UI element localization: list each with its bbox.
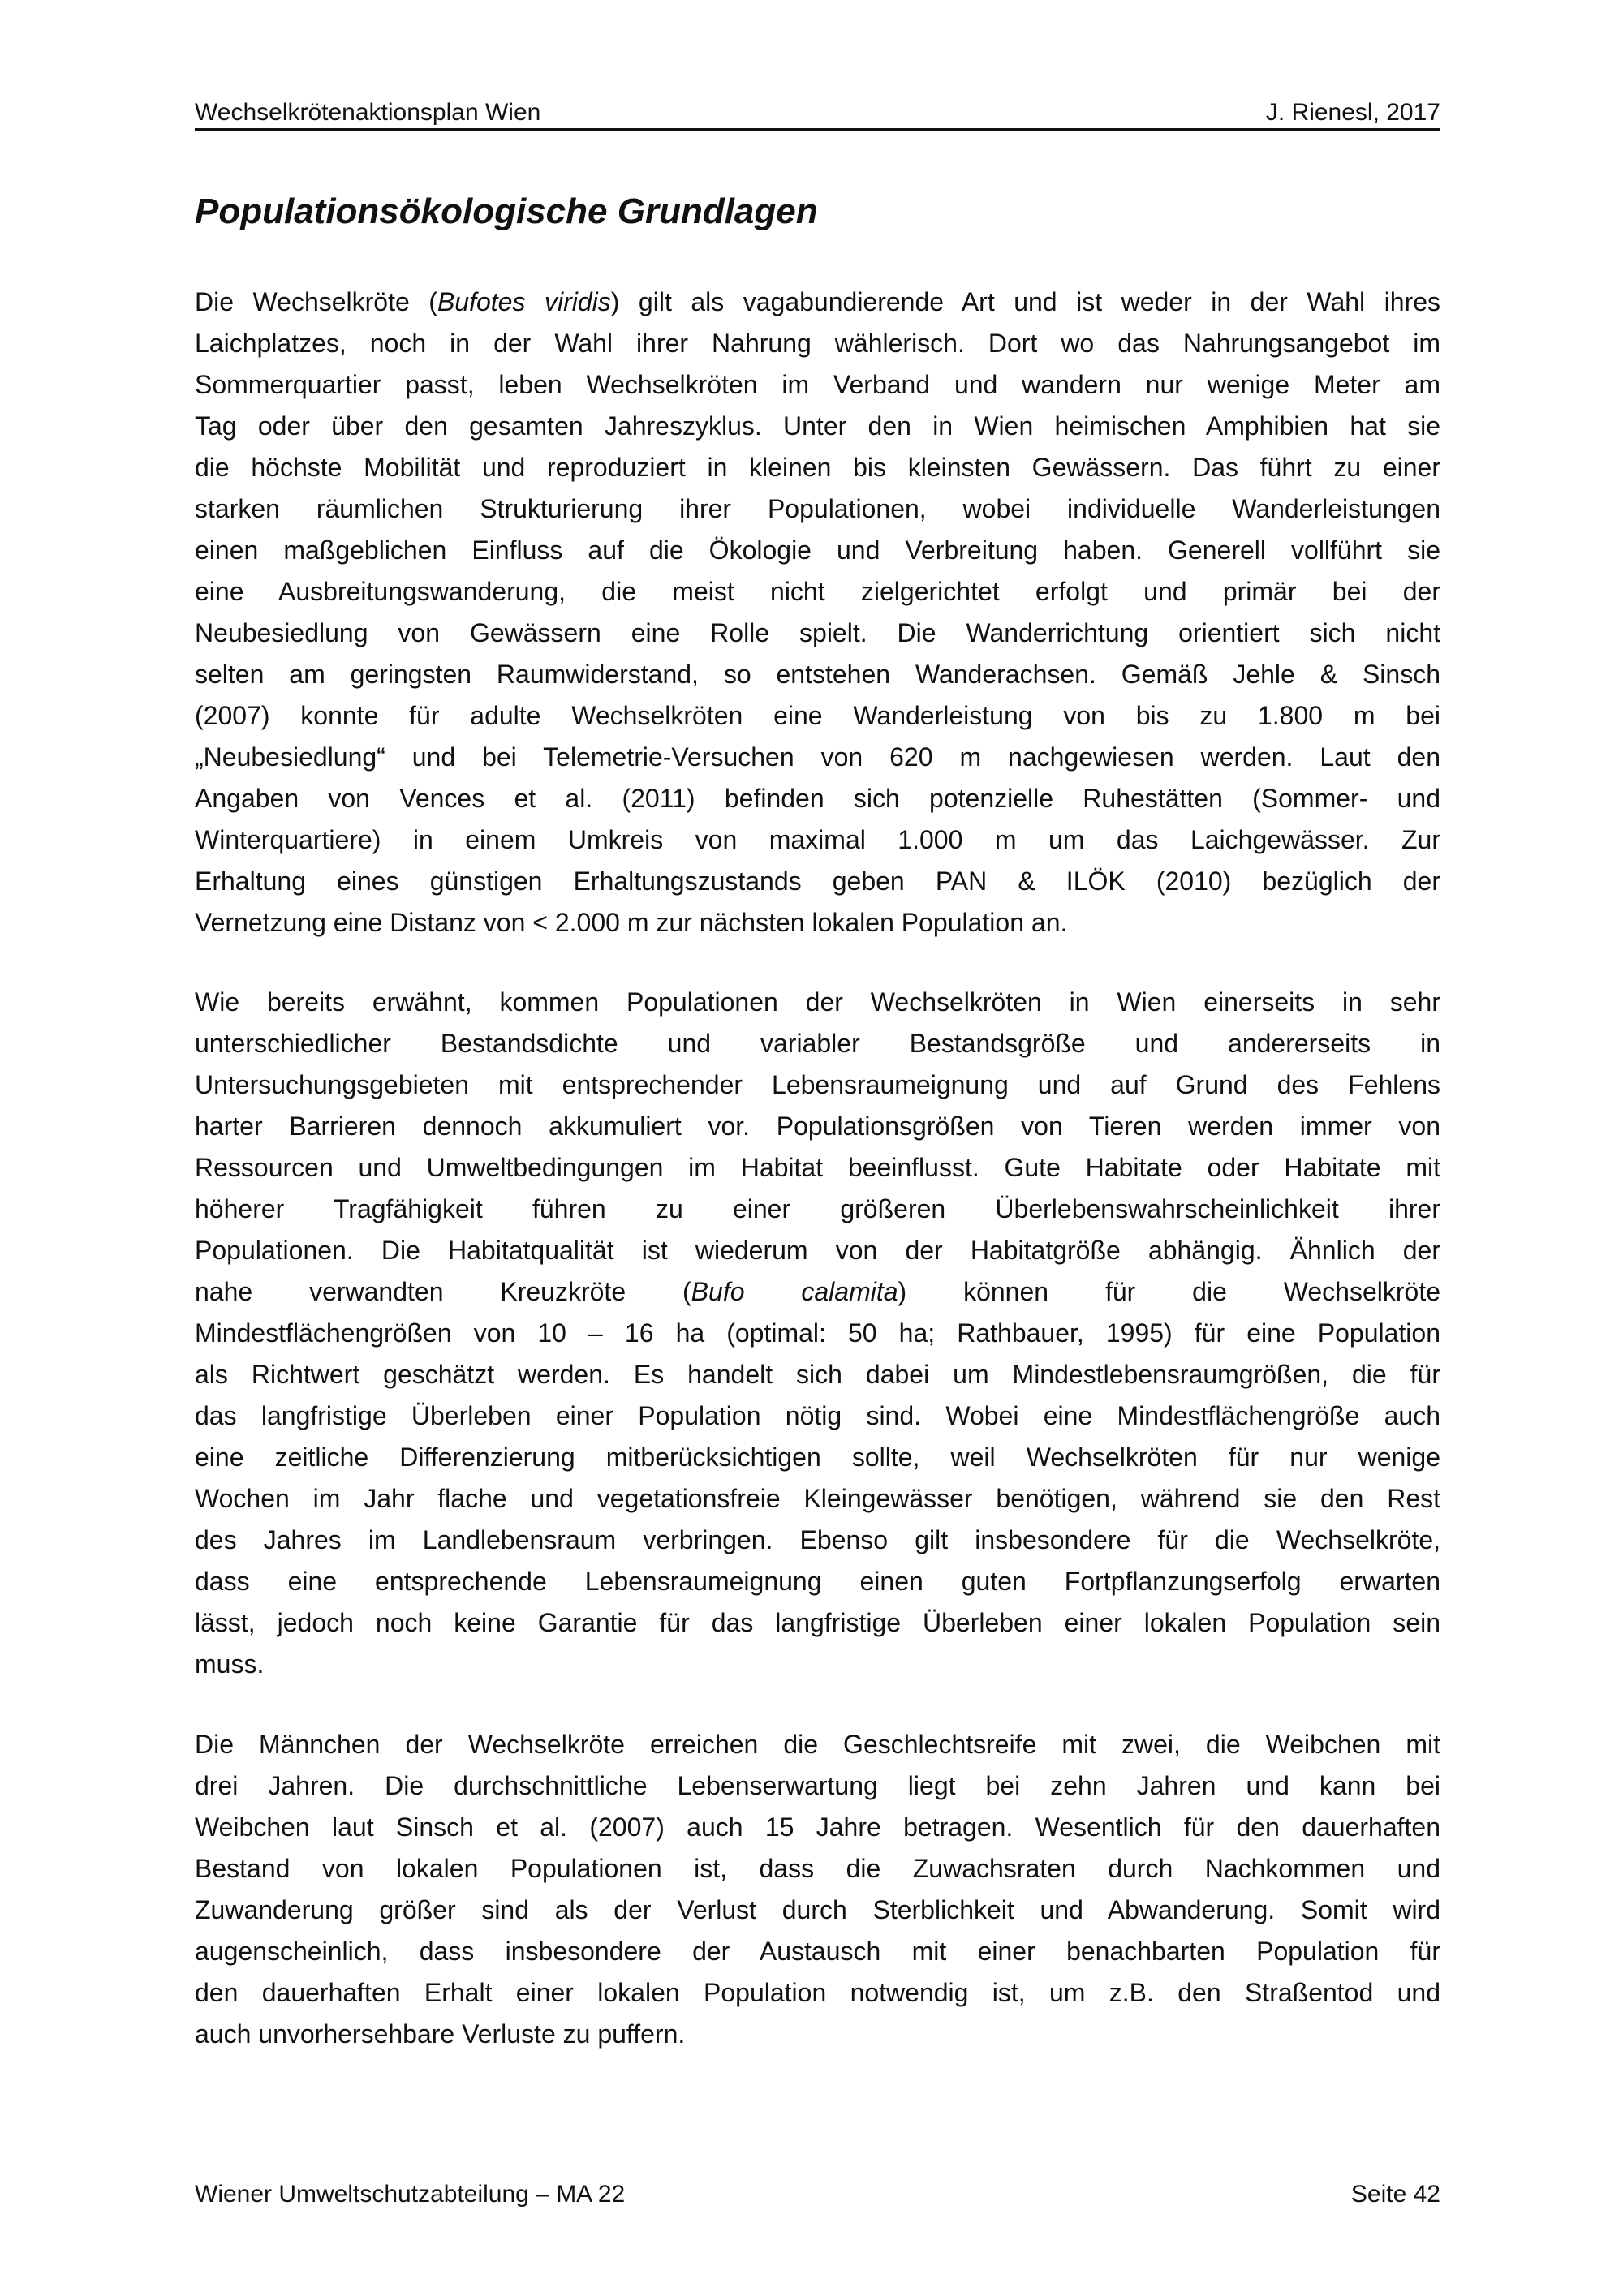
text-line [195,1313,1440,1354]
text-segment: des Jahres im Landlebensraum verbringen. Ebenso gilt insbesondere für die Wechselkröte, [195,1525,1440,1554]
text-line [195,902,1440,944]
text-line [195,1561,1440,1602]
text-segment: die höchste Mobilität und reproduziert in kleinen bis kleinsten Gewässern. Das führt zu einer [195,453,1440,482]
text-segment: Mindestflächengrößen von 10 – 16 ha (optimal: 50 ha; Rathbauer, 1995) für eine Population [195,1318,1440,1348]
text-segment: den dauerhaften Erhalt einer lokalen Population notwendig ist, um z.B. den Straßentod und [195,1978,1440,2007]
text-segment: Neubesiedlung von Gewässern eine Rolle spielt. Die Wanderrichtung orientiert sich nicht [195,618,1440,647]
text-segment: höherer Tragfähigkeit führen zu einer größeren Überlebenswahrscheinlichkeit ihrer [195,1194,1440,1223]
text-segment: ) können für die Wechselkröte [898,1277,1441,1306]
text-segment: Angaben von Vences et al. (2011) befinden sich potenzielle Ruhestätten (Sommer- und [195,784,1440,813]
text-segment: ) gilt als vagabundierende Art und ist weder in der Wahl ihres [610,287,1441,316]
text-segment: als Richtwert geschätzt werden. Es handelt sich dabei um Mindestlebensraumgrößen, die für [195,1360,1440,1389]
text-line [195,447,1440,488]
text-line [195,1437,1440,1478]
text-segment: dass eine entsprechende Lebensraumeignung einen guten Fortpflanzungserfolg erwarten [195,1567,1440,1596]
text-segment: unterschiedlicher Bestandsdichte und variabler Bestandsgröße und andererseits in [195,1029,1440,1058]
text-line [195,1023,1440,1064]
paragraph-3 [195,1724,1440,2055]
text-line [195,1147,1440,1189]
text-line [195,1106,1440,1147]
text-segment: selten am geringsten Raumwiderstand, so entstehen Wanderachsen. Gemäß Jehle & Sinsch [195,660,1440,689]
text-segment: nahe verwandten Kreuzkröte ( [195,1277,691,1306]
text-line [195,282,1440,323]
paragraph-2 [195,982,1440,1685]
text-line [195,1395,1440,1437]
text-line [195,1890,1440,1931]
text-line [195,323,1440,364]
text-line [195,1807,1440,1848]
text-segment: Die Männchen der Wechselkröte erreichen die Geschlechtsreife mit zwei, die Weibchen mit [195,1730,1440,1759]
text-line [195,1064,1440,1106]
text-line [195,654,1440,695]
text-segment: drei Jahren. Die durchschnittliche Lebenserwartung liegt bei zehn Jahren und kann bei [195,1771,1440,1800]
page-header [195,96,1440,131]
text-segment: eine Ausbreitungswanderung, die meist nicht zielgerichtet erfolgt und primär bei der [195,577,1440,606]
text-segment: eine zeitliche Differenzierung mitberücksichtigen sollte, weil Wechselkröten für nur wenige [195,1443,1440,1472]
text-line [195,861,1440,902]
text-line [195,488,1440,530]
text-segment: einen maßgeblichen Einfluss auf die Ökologie und Verbreitung haben. Generell vollführt sie [195,535,1440,565]
text-line [195,819,1440,861]
text-line [195,1478,1440,1520]
text-line [195,1765,1440,1807]
text-segment: Die Wechselkröte ( [195,287,437,316]
text-segment: (2007) konnte für adulte Wechselkröten eine Wanderleistung von bis zu 1.800 m bei [195,701,1440,730]
text-line [195,1972,1440,2014]
text-line [195,406,1440,447]
text-segment: Bestand von lokalen Populationen ist, dass die Zuwachsraten durch Nachkommen und [195,1854,1440,1883]
text-line [195,737,1440,778]
text-line [195,1230,1440,1271]
text-line [195,1520,1440,1561]
text-segment: Vernetzung eine Distanz von < 2.000 m zur nächsten lokalen Population an. [195,908,1068,937]
footer-page-number: Seite 42 [1350,2181,1440,2208]
text-segment: Laichplatzes, noch in der Wahl ihrer Nahrung wählerisch. Dort wo das Nahrungsangebot im [195,329,1440,358]
text-line [195,530,1440,571]
text-line [195,1271,1440,1313]
paragraph-1 [195,282,1440,944]
text-line [195,778,1440,819]
text-line [195,1602,1440,1644]
text-segment: Sommerquartier passt, leben Wechselkröten im Verband und wandern nur wenige Meter am [195,370,1440,399]
text-segment: Zuwanderung größer sind als der Verlust durch Sterblichkeit und Abwanderung. Somit wird [195,1895,1440,1924]
text-line [195,613,1440,654]
text-segment: das langfristige Überleben einer Population nötig sind. Wobei eine Mindestflächengröße auch [195,1401,1440,1430]
text-segment: lässt, jedoch noch keine Garantie für das langfristige Überleben einer lokalen Population sein [195,1608,1440,1637]
text-line [195,2014,1440,2055]
text-segment: harter Barrieren dennoch akkumuliert vor. Populationsgrößen von Tieren werden immer von [195,1111,1440,1141]
text-segment: „Neubesiedlung“ und bei Telemetrie-Versuchen von 620 m nachgewiesen werden. Laut den [195,742,1440,772]
species-name: Bufo calamita [691,1277,898,1306]
text-segment: Wie bereits erwähnt, kommen Populationen der Wechselkröten in Wien einerseits in sehr [195,987,1440,1017]
text-segment: Weibchen laut Sinsch et al. (2007) auch 15 Jahre betragen. Wesentlich für den dauerhaften [195,1812,1440,1842]
text-segment: Untersuchungsgebieten mit entsprechender Lebensraumeignung und auf Grund des Fehlens [195,1070,1440,1099]
text-segment: auch unvorhersehbare Verluste zu puffern. [195,2019,686,2049]
text-line [195,1354,1440,1395]
text-line [195,1724,1440,1765]
text-line [195,1644,1440,1685]
text-line [195,1848,1440,1890]
text-line [195,982,1440,1023]
text-line [195,571,1440,613]
text-line [195,1189,1440,1230]
header-author-year: J. Rienesl, 2017 [1265,99,1440,126]
header-document-title: Wechselkrötenaktionsplan Wien [195,99,541,126]
text-line [195,695,1440,737]
species-name: Bufotes viridis [437,287,611,316]
text-segment: Populationen. Die Habitatqualität ist wiederum von der Habitatgröße abhängig. Ähnlich der [195,1236,1440,1265]
text-segment: starken räumlichen Strukturierung ihrer Populationen, wobei individuelle Wanderleistungen [195,494,1440,523]
section-title: Populationsökologische Grundlagen [195,191,818,231]
text-segment: Ressourcen und Umweltbedingungen im Habitat beeinflusst. Gute Habitate oder Habitate mit [195,1153,1440,1182]
text-line [195,1931,1440,1972]
text-segment: Erhaltung eines günstigen Erhaltungszustands geben PAN & ILÖK (2010) bezüglich der [195,866,1440,896]
text-line [195,364,1440,406]
text-segment: Tag oder über den gesamten Jahreszyklus. Unter den in Wien heimischen Amphibien hat sie [195,411,1440,441]
footer-organization: Wiener Umweltschutzabteilung – MA 22 [195,2181,626,2208]
text-segment: Wochen im Jahr flache und vegetationsfreie Kleingewässer benötigen, während sie den Rest [195,1484,1440,1513]
text-segment: augenscheinlich, dass insbesondere der Austausch mit einer benachbarten Population für [195,1937,1440,1966]
text-segment: muss. [195,1649,265,1679]
text-segment: Winterquartiere) in einem Umkreis von maximal 1.000 m um das Laichgewässer. Zur [195,825,1440,854]
